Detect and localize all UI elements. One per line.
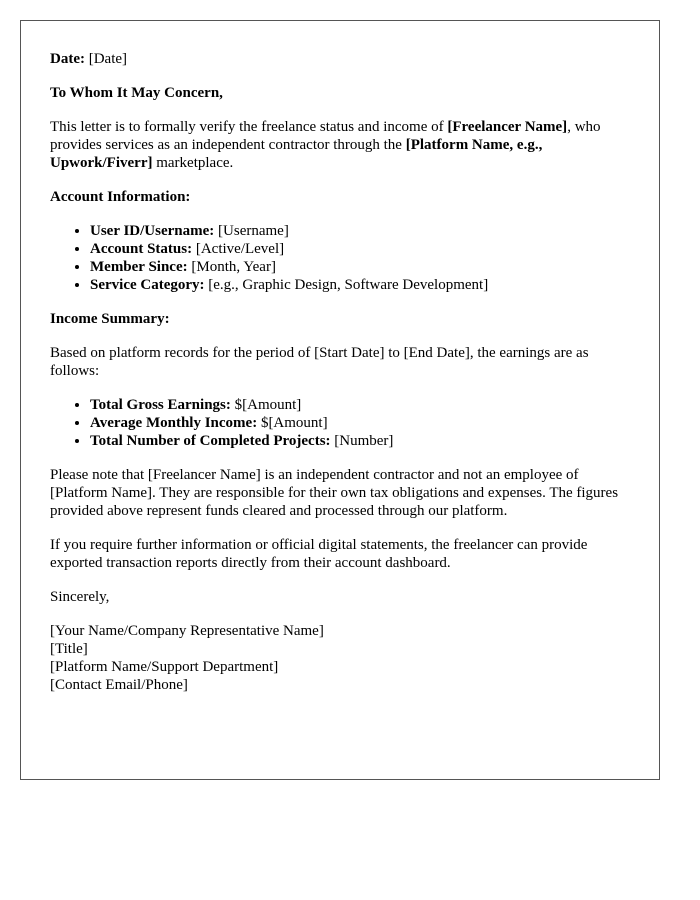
item-label: Total Number of Completed Projects: [90,433,331,449]
salutation-text: To Whom It May Concern, [50,85,223,101]
signature-department: [Platform Name/Support Department] [50,659,279,675]
intro-part-3: marketplace. [152,155,234,171]
salutation [50,84,630,102]
income-intro: Based on platform records for the period of [Start Date] to [End Date], the earnings are as follows: [50,345,589,379]
account-list [50,222,630,294]
intro-paragraph [50,118,630,172]
item-label: Member Since: [90,259,188,275]
item-value: [e.g., Graphic Design, Software Development] [204,277,489,293]
item-label: User ID/Username: [90,223,215,239]
item-label: Account Status: [90,241,193,257]
account-heading-text: Account Information: [50,189,191,205]
date-label: Date: [50,51,85,67]
closing: Sincerely, [50,589,110,605]
income-list [50,396,630,450]
list-item [90,276,630,294]
note-paragraph: Please note that [Freelancer Name] is an independent contractor and not an employee of [Platform Name]. They are responsible for their own tax obligations and expenses. The figures provided above represent funds cleared and processed through our platform. [50,467,619,519]
letter-body [50,50,630,710]
item-value: [Active/Level] [192,241,285,257]
platform-name: [Platform Name, e.g., Upwork/Fiverr] [50,137,543,171]
item-value: [Month, Year] [187,259,276,275]
list-item [90,240,630,258]
income-heading-text: Income Summary: [50,311,170,327]
item-label: Total Gross Earnings: [90,397,231,413]
item-value: [Username] [214,223,289,239]
item-value: [Number] [330,433,394,449]
item-value: $[Amount] [257,415,328,431]
item-value: $[Amount] [230,397,302,413]
item-label: Average Monthly Income: [90,415,258,431]
date-value: [Date] [84,51,128,67]
list-item [90,258,630,276]
list-item [90,432,630,450]
letter-page [20,20,660,780]
intro-part-2: , who provides services as an independent contractor through the [50,119,601,153]
further-info-paragraph: If you require further information or official digital statements, the freelancer can provide exported transaction reports directly from their account dashboard. [50,537,588,571]
item-label: Service Category: [90,277,205,293]
date-line [50,50,630,68]
freelancer-name: [Freelancer Name] [447,119,568,135]
signature-name: [Your Name/Company Representative Name] [50,623,324,639]
list-item [90,396,630,414]
list-item [90,222,630,240]
account-heading [50,188,630,206]
signature-block [50,622,630,694]
list-item [90,414,630,432]
signature-contact: [Contact Email/Phone] [50,677,188,693]
intro-part-1: This letter is to formally verify the freelance status and income of [50,119,448,135]
signature-title: [Title] [50,641,88,657]
income-heading [50,310,630,328]
